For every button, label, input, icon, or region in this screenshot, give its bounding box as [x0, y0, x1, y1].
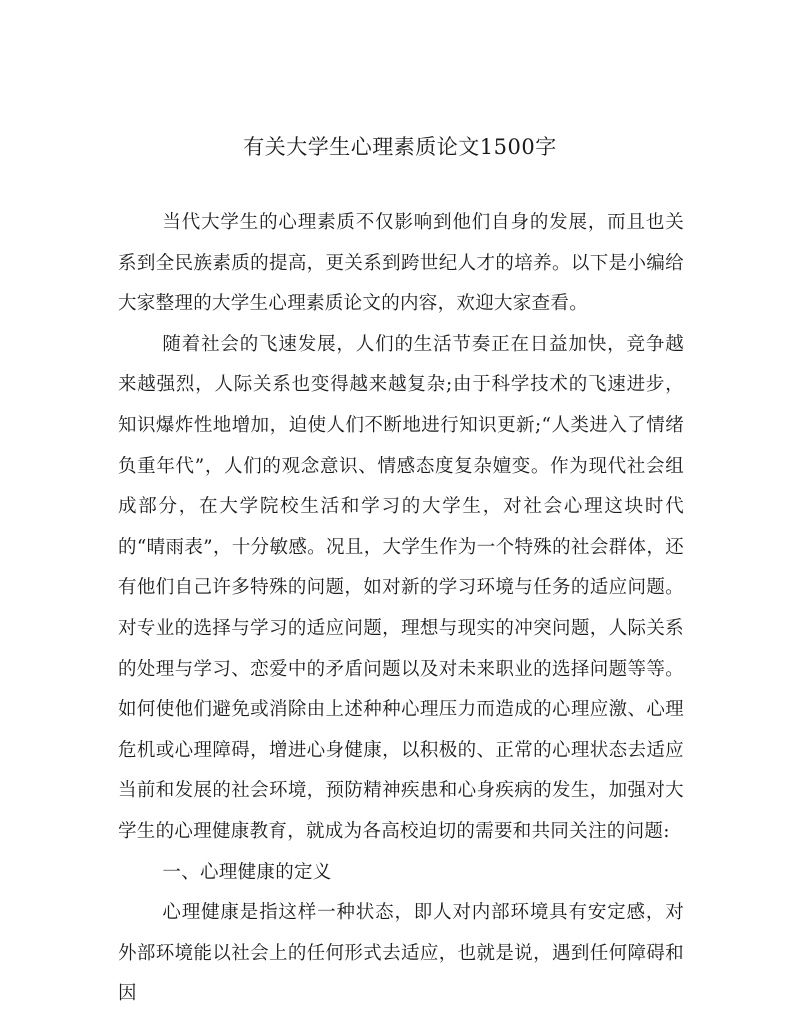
intro-paragraph: 当代大学生的心理素质不仅影响到他们自身的发展，而且也关系到全民族素质的提高，更关系到跨世纪人才的培养。以下是小编给大家整理的大学生心理素质论文的内容，欢迎大家查看。 — [118, 212, 684, 315]
section-heading: 一、心理健康的定义 — [162, 861, 332, 883]
document-body — [118, 203, 684, 1015]
definition-paragraph: 心理健康是指这样一种状态，即人对内部环境具有安定感，对外部环境能以社会上的任何形式去适应，也就是说，遇到任何障碍和因 — [118, 902, 684, 1005]
document-title: 有关大学生心理素质论文1500字 — [243, 135, 557, 159]
background-paragraph: 随着社会的飞速发展，人们的生活节奏正在日益加快，竞争越来越强烈，人际关系也变得越来越复杂;由于科学技术的飞速进步，知识爆炸性地增加，迫使人们不断地进行知识更新;“人类进入了情绪负重年代”，人们的观念意识、情感态度复杂嬗变。作为现代社会组成部分，在大学院校生活和学习的大学生，对社会心理这块时代的“晴雨表”，十分敏感。况且，大学生作为一个特殊的社会群体，还有他们自己许多特殊的问题，如对新的学习环境与任务的适应问题。对专业的选择与学习的适应问题，理想与现实的冲突问题，人际关系的处理与学习、恋爱中的矛盾问题以及对未来职业的选择问题等等。如何使他们避免或消除由上述种种心理压力而造成的心理应激、心理危机或心理障碍，增进心身健康，以积极的、正常的心理状态去适应当前和发展的社会环境，预防精神疾患和心身疾病的发生，加强对大学生的心理健康教育，就成为各高校迫切的需要和共同关注的问题: — [118, 333, 684, 842]
